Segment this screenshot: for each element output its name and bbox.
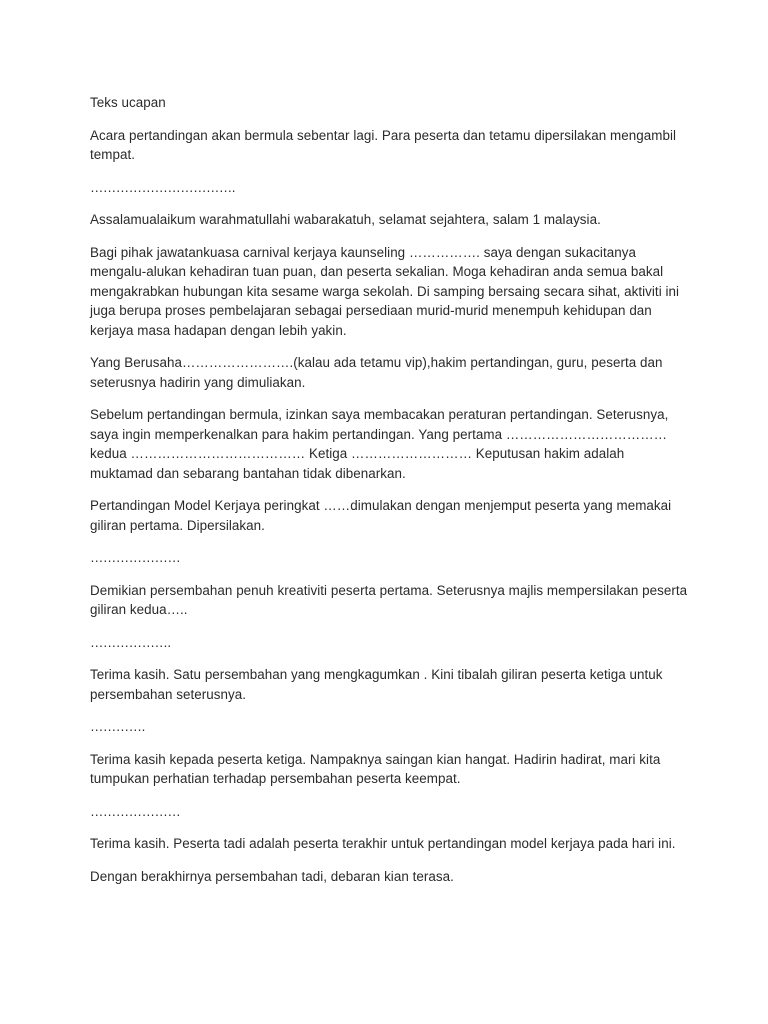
paragraph-closing: Dengan berakhirnya persembahan tadi, debaran kian terasa. [90,868,454,884]
paragraph-welcome: Bagi pihak jawatankuasa carnival kerjaya kaunseling ……………. saya dengan sukacitanya mengalu-alukan kehadiran tuan puan, dan peserta sekalian. Moga kehadiran anda semua bakal mengakrabkan hubungan kita sesame warga sekolah. Di samping bersaing secara sihat, aktiviti ini juga berupa proses pembelajaran sebagai persediaan murid-murid menempuh kehidupan dan kerjaya masa hadapan dengan lebih yakin. [90,244,680,338]
paragraph-fourth-participant: Terima kasih kepada peserta ketiga. Nampaknya saingan kian hangat. Hadirin hadirat, mari kita tumpukan perhatian terhadap persembahan peserta keempat. [90,751,661,786]
document-page [90,93,690,899]
placeholder-dots: ………………… [90,803,181,819]
placeholder-dots: ………………… [90,550,181,565]
document-title: Teks ucapan [90,95,166,110]
placeholder-dots: …………. [90,719,145,734]
paragraph-second-participant: Demikian persembahan penuh kreativiti peserta pertama. Seterusnya majlis mempersilakan peserta giliran kedua….. [90,582,688,617]
paragraph-first-participant: Pertandingan Model Kerjaya peringkat ……dimulakan dengan menjemput peserta yang memakai giliran pertama. Dipersilakan. [90,498,672,533]
paragraph-third-participant: Terima kasih. Satu persembahan yang mengkagumkan . Kini tibalah giliran peserta ketiga untuk persembahan seterusnya. [90,667,663,702]
paragraph-greeting: Assalamualaikum warahmatullahi wabarakatuh, selamat sejahtera, salam 1 malaysia. [90,212,601,227]
paragraph-salutation: Yang Berusaha…………………….(kalau ada tetamu vip),hakim pertandingan, guru, peserta dan seterusnya hadirin yang dimuliakan. [90,355,663,390]
placeholder-dots: ……………………………. [90,179,236,195]
paragraph-rules: Sebelum pertandingan bermula, izinkan saya membacakan peraturan pertandingan. Seterusnya, saya ingin memperkenalkan para hakim pertandingan. Yang pertama ……………………………… kedua ………………………………… Ketiga ……………………… Keputusan hakim adalah muktamad dan sebarang bantahan tidak dibenarkan. [90,407,669,481]
paragraph-announcement: Acara pertandingan akan bermula sebentar lagi. Para peserta dan tetamu dipersilakan mengambil tempat. [90,127,677,162]
paragraph-last-participant: Terima kasih. Peserta tadi adalah peserta terakhir untuk pertandingan model kerjaya pada hari ini. [90,836,676,851]
placeholder-dots: ………………. [90,634,171,650]
